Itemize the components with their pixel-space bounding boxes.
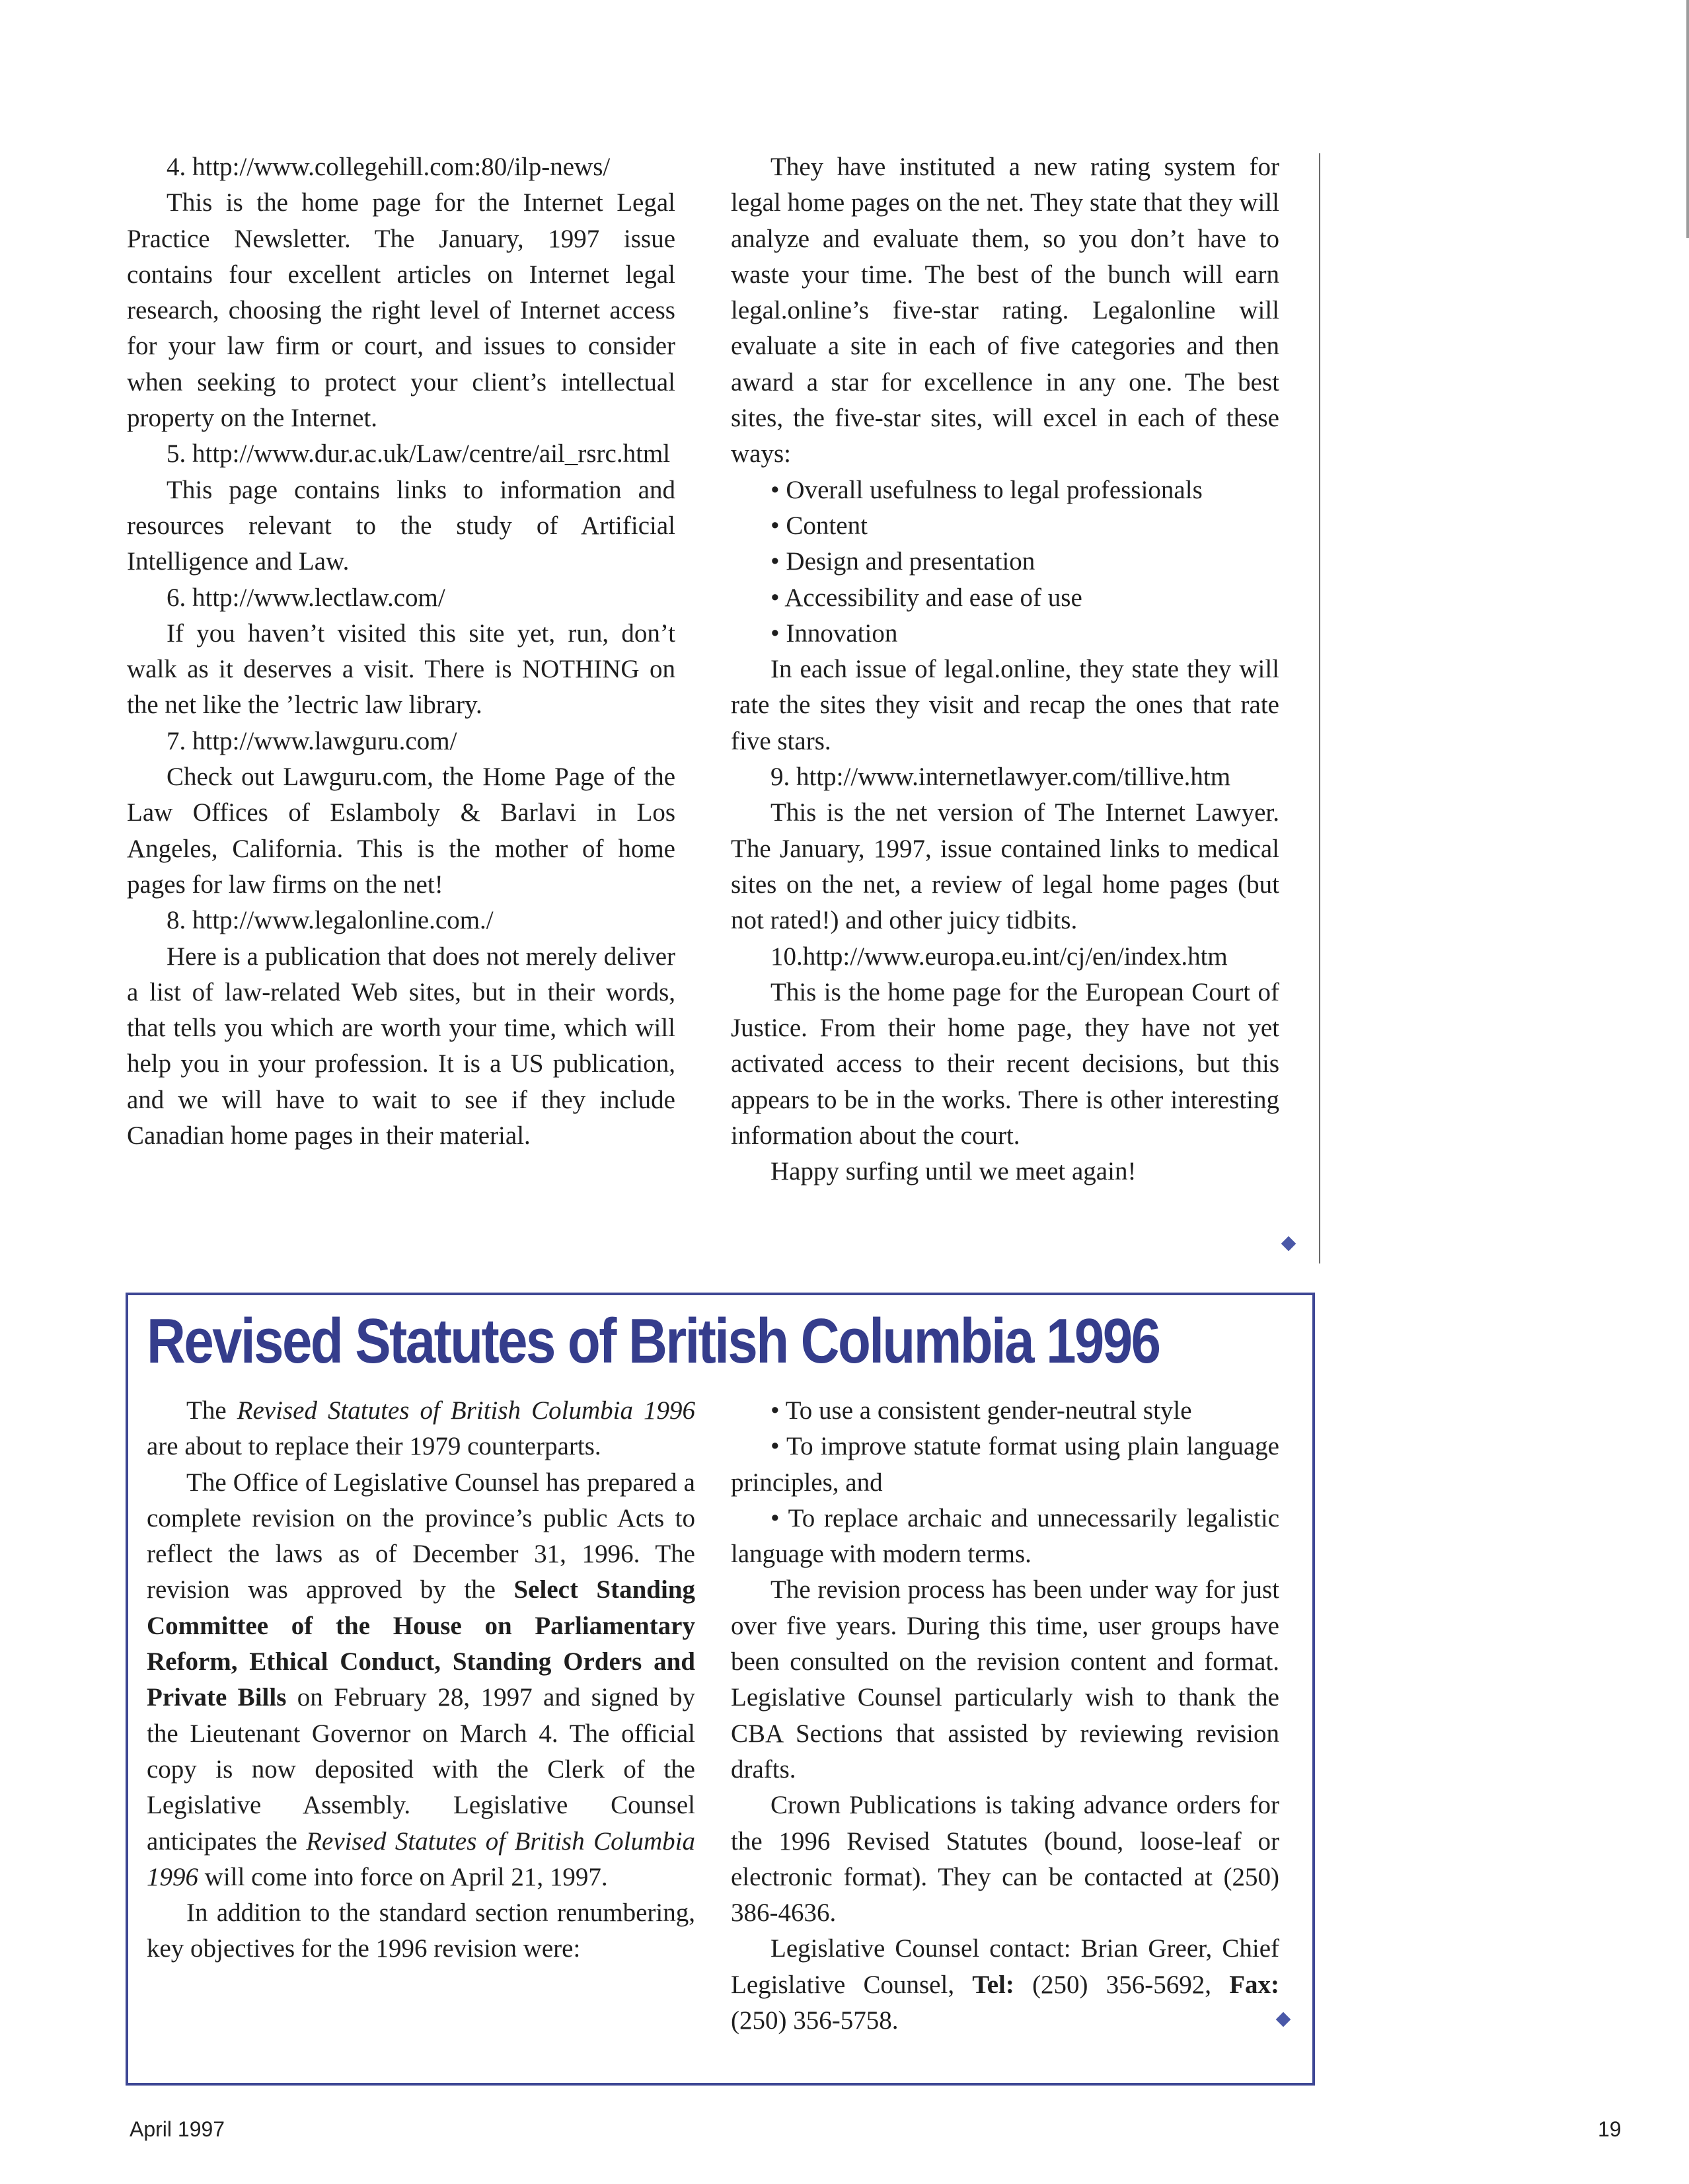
box-paragraph-4: The revision process has been under way for just over five years. During this time, user groups have been consulted on the revision content and format. Legislative Counsel particularly wish to thank the CBA Sections that assisted by reviewing revision drafts. (731, 1575, 1279, 1784)
left-column (127, 149, 675, 1154)
box-left-column (147, 1393, 695, 1967)
box-paragraph-3: In addition to the standard section renumbering, key objectives for the 1996 revision were: (147, 1899, 695, 1963)
description-5: This page contains links to information and resources relevant to the study of Artificial Intelligence and Law. (127, 475, 675, 576)
bullet-item: • Design and presentation (770, 547, 1035, 576)
bullet-item: • Content (770, 511, 868, 540)
description-10: This is the home page for the European Court of Justice. From their home page, they have not yet activated access to their recent decisions, but this appears to be in the works. There is other interesting information about the court. (731, 977, 1279, 1150)
text-run: The Office of Legislative Counsel has prepared a complete revision on the province’s public Acts to reflect the laws as of December 31, 1996. The revision was approved by the (147, 1468, 695, 1604)
bullet-item: • Innovation (770, 619, 898, 648)
text-run: are about to replace their 1979 counterparts. (147, 1432, 601, 1461)
text-run: Legislative Counsel contact: Brian Greer, Chief Legislative Counsel, (731, 1934, 1279, 1999)
description-8: Here is a publication that does not merely deliver a list of law-related Web sites, but in their words, that tells you which are worth your time, which will help you in your profession. It is a US publication, and we will have to wait to see if they include Canadian home pages in their material. (127, 942, 675, 1150)
contact-paragraph (731, 1931, 1279, 2039)
description-6: If you haven’t visited this site yet, run, don’t walk as it deserves a visit. There is NOTHING on the net like the ’lectric law library. (127, 619, 675, 720)
text-run: on February 28, 1997 and signed by the Lieutenant Governor on March 4. The official copy is now deposited with the Clerk of the Legislative Assembly. Legislative Counsel anticipates the (147, 1683, 695, 1856)
description-7: Check out Lawguru.com, the Home Page of the Law Offices of Eslamboly & Barlavi in Los Angeles, California. This is the mother of home pages for law firms on the net! (127, 763, 675, 899)
bullet-item: • Overall usefulness to legal professionals (770, 475, 1203, 504)
objective-text: To improve statute format using plain language principles, and (731, 1432, 1279, 1497)
bullet-item: • Accessibility and ease of use (770, 583, 1082, 612)
text-run: The (186, 1396, 237, 1425)
objective-item: • To replace archaic and unnecessarily legalistic language with modern terms. (731, 1503, 1280, 1569)
box-paragraph-2 (147, 1465, 695, 1896)
page-edge-rule (1686, 0, 1689, 238)
fax-number: (250) 356-5758. (731, 2006, 899, 2035)
url-item-9: 9. http://www.internetlawyer.com/tillive.htm (770, 763, 1231, 792)
committee-name: Select Standing Committee of the House on Parliamentary Reform, Ethical Conduct, Standing Orders and Private Bills (147, 1575, 695, 1712)
column-rule (1319, 153, 1320, 1263)
text-run: will come into force on April 21, 1997. (198, 1862, 608, 1891)
url-item-7: 7. http://www.lawguru.com/ (167, 726, 457, 755)
statute-title: Revised Statutes of British Columbia 1996 (147, 1826, 695, 1891)
bullet-text: Design and presentation (786, 547, 1035, 576)
closing-line: Happy surfing until we meet again! (770, 1157, 1137, 1186)
bullet-text: Overall usefulness to legal professionals (786, 475, 1203, 504)
right-column (731, 149, 1279, 1190)
statute-title: Revised Statutes of British Columbia 1996 (237, 1396, 695, 1425)
tel-label: Tel: (972, 1970, 1014, 1999)
page-number: 19 (1598, 2117, 1622, 2141)
fax-label: Fax: (1229, 1970, 1280, 1999)
bullet-text: Accessibility and ease of use (784, 583, 1082, 612)
objective-text: To use a consistent gender-neutral style (785, 1396, 1192, 1425)
url-item-8: 8. http://www.legalonline.com./ (167, 906, 494, 935)
description-9: This is the net version of The Internet Lawyer. The January, 1997, issue contained links to medical sites on the net, a review of legal home pages (but not rated!) and other juicy tidbits. (731, 798, 1279, 935)
bullet-text: Content (786, 511, 868, 540)
box-paragraph-1 (147, 1393, 695, 1465)
objective-item: • To improve statute format using plain language principles, and (731, 1432, 1279, 1497)
url-item-6: 6. http://www.lectlaw.com/ (167, 583, 445, 612)
end-mark-icon (1281, 1236, 1296, 1252)
box-paragraph-5: Crown Publications is taking advance orders for the 1996 Revised Statutes (bound, loose-leaf or electronic format). They can be contacted at (250) 386-4636. (731, 1791, 1279, 1928)
box-title: Revised Statutes of British Columbia 1996 (147, 1306, 1160, 1376)
description-4: This is the home page for the Internet Legal Practice Newsletter. The January, 1997 issue contains four excellent articles on Internet legal research, choosing the right level of Internet access for your law firm or court, and issues to consider when seeking to protect your client’s intellectual property on the Internet. (127, 188, 675, 433)
bullet-text: Innovation (786, 619, 898, 648)
objective-text: To replace archaic and unnecessarily legalistic language with modern terms. (731, 1503, 1280, 1569)
rating-intro: They have instituted a new rating system for legal home pages on the net. They state that they will analyze and evaluate them, so you don’t have to waste your time. The best of the bunch will earn legal.online’s five-star rating. Legalonline will evaluate a site in each of five categories and then award a star for excellence in any one. The best sites, the five-star sites, will excel in each of these ways: (731, 153, 1279, 469)
url-item-10: 10.http://www.europa.eu.int/cj/en/index.htm (770, 942, 1228, 971)
objective-item: • To use a consistent gender-neutral style (770, 1396, 1192, 1425)
url-item-4: 4. http://www.collegehill.com:80/ilp-news/ (167, 153, 611, 181)
footer-date: April 1997 (130, 2117, 225, 2141)
rating-after: In each issue of legal.online, they state they will rate the sites they visit and recap the ones that rate five stars. (731, 655, 1279, 755)
tel-number: (250) 356-5692, (1014, 1970, 1230, 1999)
box-right-column (731, 1393, 1279, 2039)
url-item-5: 5. http://www.dur.ac.uk/Law/centre/ail_rsrc.html (167, 439, 671, 469)
